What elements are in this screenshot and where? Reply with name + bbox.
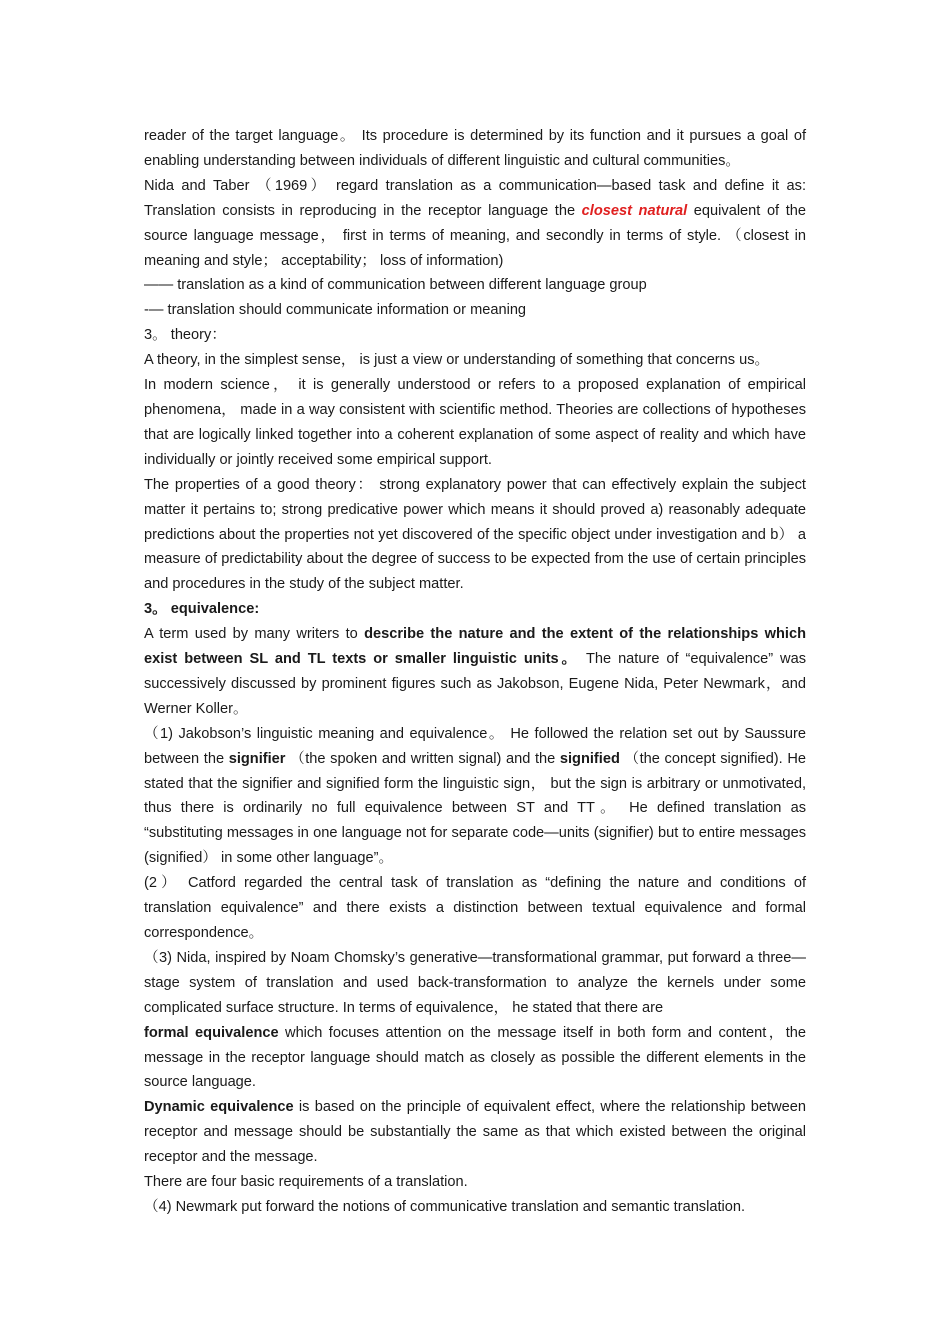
paragraph-target-language: reader of the target language。 Its procedure is determined by its function and it pursues a goal of enabling understanding between individuals of different linguistic and cultural communities。 bbox=[144, 128, 806, 169]
heading-equivalence: 3。 equivalence: bbox=[144, 601, 260, 618]
paragraph-modern-science: In modern science， it is generally understood or refers to a proposed explanation of empirical phenomena， made in a way consistent with scientific method. Theories are collections of hypotheses that are logically linked together into a coherent explanation of some aspect of reality and which have individually or jointly received some empirical support. bbox=[144, 377, 806, 468]
highlight-closest-natural: closest natural bbox=[581, 202, 688, 219]
paragraph-four-requirements: There are four basic requirements of a translation. bbox=[144, 1174, 468, 1191]
paragraph-communication-between-groups: —— translation as a kind of communication between different language group bbox=[144, 277, 647, 294]
heading-theory: 3。 theory： bbox=[144, 327, 226, 344]
paragraph-theory-simplest-sense: A theory, in the simplest sense， is just a view or understanding of something that concerns us。 bbox=[144, 352, 770, 369]
paragraph-equivalence-definition: A term used by many writers to describe the nature and the extent of the relationships which exist between SL and TL texts or smaller linguistic units。 The nature of “equivalence” was successively discussed by prominent figures such as Jakobson, Eugene Nida, Peter Newmark，and Werner Koller。 bbox=[144, 626, 806, 717]
paragraph-jakobson: （1) Jakobson’s linguistic meaning and equivalence。 He followed the relation set out by Saussure between the signifier （the spoken and written signal) and the signified （the concept signified). He stated that the signifier and signified form the linguistic sign， but the sign is arbitrary or unmotivated, thus there is ordinarily no full equivalence between ST and TT。 He defined translation as “substituting messages in one language not for separate code—units (signifier) but to entire messages (signified） in some other language”。 bbox=[144, 725, 806, 867]
paragraph-good-theory-properties: The properties of a good theory： strong explanatory power that can effectively explain the subject matter it pertains to; strong predicative power which means it should proved a) reasonably adequate predictions about the properties not yet discovered of the specific object under investigation and b） a measure of predictability about the degree of success to be expected from the use of certain principles and procedures in the study of the subject matter. bbox=[144, 476, 806, 593]
paragraph-newmark: （4) Newmark put forward the notions of communicative translation and semantic translation. bbox=[144, 1198, 746, 1215]
paragraph-communicate-information: -— translation should communicate information or meaning bbox=[144, 302, 527, 319]
document-page bbox=[144, 124, 806, 1220]
paragraph-catford: (2） Catford regarded the central task of translation as “defining the nature and conditions of translation equivalence” and there exists a distinction between textual equivalence and formal correspondence。 bbox=[144, 875, 806, 941]
paragraph-formal-equivalence: formal equivalence which focuses attention on the message itself in both form and content，the message in the receptor language should match as closely as possible the different elements in the source language. bbox=[144, 1024, 806, 1091]
paragraph-nida-taber: Nida and Taber （1969） regard translation as a communication—based task and define it as: Translation consists in reproducing in the receptor language the closest natural equivalent of the source language message， first in terms of meaning, and secondly in terms of style. （closest in meaning and style； acceptability； loss of information) bbox=[144, 177, 806, 269]
paragraph-nida-chomsky: （3) Nida, inspired by Noam Chomsky’s generative—transformational grammar, put forward a three—stage system of translation and used back-transformation to analyze the kernels under some complicated surface structure. In terms of equivalence， he stated that there are bbox=[144, 949, 806, 1016]
paragraph-dynamic-equivalence: Dynamic equivalence is based on the principle of equivalent effect, where the relationship between receptor and message should be substantially the same as that which existed between the original receptor and the message. bbox=[144, 1099, 806, 1166]
